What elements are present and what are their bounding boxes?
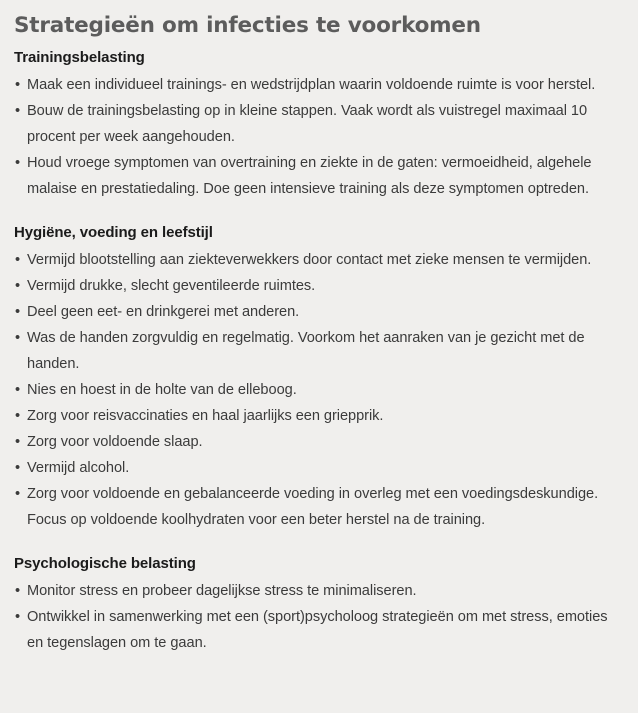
list-item-text: Zorg voor reisvaccinaties en haal jaarlijks een griepprik. [27, 408, 384, 424]
section [14, 221, 626, 533]
list-item-text: Houd vroege symptomen van overtraining en ziekte in de gaten: vermoeidheid, algehele malaise en prestatiedaling. Doe geen intensieve training als deze symptomen optreden. [27, 155, 592, 197]
bullet-icon: • [15, 434, 21, 450]
bullet-icon: • [15, 103, 21, 119]
bullet-list [14, 578, 626, 656]
section-heading: Trainingsbelasting [14, 49, 145, 66]
list-item-text: Was de handen zorgvuldig en regelmatig. Voorkom het aanraken van je gezicht met de handen. [27, 330, 585, 372]
sections-container [14, 46, 626, 656]
list-item-text: Vermijd alcohol. [27, 460, 130, 476]
list-item-text: Zorg voor voldoende en gebalanceerde voeding in overleg met een voedingsdeskundige. Focus op voldoende koolhydraten voor een beter herstel na de training. [27, 486, 599, 528]
bullet-icon: • [15, 583, 21, 599]
list-item [14, 604, 626, 656]
list-item-text: Vermijd blootstelling aan ziekteverwekkers door contact met zieke mensen te vermijden. [27, 252, 592, 268]
list-item-text: Nies en hoest in de holte van de elleboog. [27, 382, 297, 398]
list-item [14, 325, 626, 377]
bullet-icon: • [15, 77, 21, 93]
list-item [14, 377, 626, 403]
bullet-icon: • [15, 486, 21, 502]
list-item-text: Maak een individueel trainings- en wedstrijdplan waarin voldoende ruimte is voor herstel. [27, 77, 596, 93]
bullet-icon: • [15, 408, 21, 424]
bullet-icon: • [15, 155, 21, 171]
section-heading: Psychologische belasting [14, 555, 196, 572]
section [14, 552, 626, 656]
section [14, 46, 626, 202]
list-item [14, 429, 626, 455]
bullet-icon: • [15, 304, 21, 320]
list-item-text: Zorg voor voldoende slaap. [27, 434, 203, 450]
list-item [14, 247, 626, 273]
bullet-icon: • [15, 330, 21, 346]
bullet-icon: • [15, 460, 21, 476]
bullet-icon: • [15, 278, 21, 294]
bullet-icon: • [15, 382, 21, 398]
list-item-text: Vermijd drukke, slecht geventileerde ruimtes. [27, 278, 316, 294]
bullet-icon: • [15, 252, 21, 268]
list-item-text: Monitor stress en probeer dagelijkse stress te minimaliseren. [27, 583, 417, 599]
list-item [14, 98, 626, 150]
list-item [14, 150, 626, 202]
bullet-list [14, 72, 626, 202]
list-item-text: Deel geen eet- en drinkgerei met anderen. [27, 304, 300, 320]
page-title: Strategieën om infecties te voorkomen [14, 13, 481, 38]
list-item [14, 481, 626, 533]
section-heading: Hygiëne, voeding en leefstijl [14, 224, 213, 241]
list-item [14, 72, 626, 98]
list-item-text: Ontwikkel in samenwerking met een (sport)psycholoog strategieën om met stress, emoties en tegenslagen om te gaan. [27, 609, 608, 651]
list-item [14, 403, 626, 429]
list-item [14, 273, 626, 299]
list-item [14, 299, 626, 325]
list-item [14, 455, 626, 481]
list-item [14, 578, 626, 604]
bullet-list [14, 247, 626, 533]
bullet-icon: • [15, 609, 21, 625]
list-item-text: Bouw de trainingsbelasting op in kleine stappen. Vaak wordt als vuistregel maximaal 10 procent per week aangehouden. [27, 103, 588, 145]
